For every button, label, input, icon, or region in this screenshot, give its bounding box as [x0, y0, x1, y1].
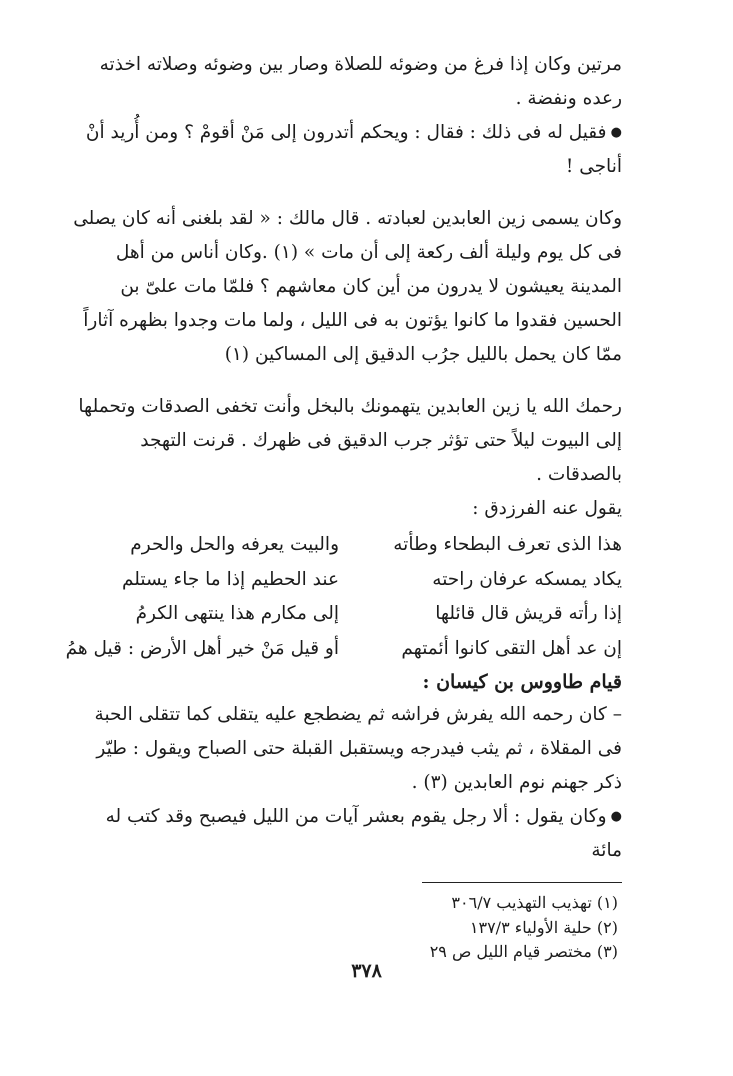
footnote-item: (٣) مختصر قيام الليل ص ٢٩ [429, 942, 618, 961]
poem-al-farazdaq [65, 528, 622, 666]
poem-verse [65, 632, 622, 667]
poem-verse [77, 597, 622, 632]
verse-second-hemistich: والبيت يعرفه والحل والحرم [130, 534, 339, 555]
book-page [65, 48, 622, 965]
verse-second-hemistich: عند الحطيم إذا ما جاء يستلم [121, 568, 339, 590]
paragraph-question: ● فقيل له فى ذلك : فقال : ويحكم أتدرون إلى مَنْ أقومْ ؟ ومن أُريد أنْ أناجى ! [72, 116, 622, 184]
section-heading: قيام طاووس بن كيسان : [422, 671, 622, 693]
poem-verse [77, 563, 622, 598]
verse-second-hemistich: إلى مكارم هذا ينتهى الكرمُ [135, 603, 339, 624]
verse-first-hemistich: يكاد يمسكه عرفان راحته [432, 568, 622, 590]
footnote-item: (٢) حلية الأولياء ١٣٧/٣ [469, 917, 618, 937]
verse-second-hemistich: أو قيل مَنْ خير أهل الأرض : قيل همُ [65, 637, 339, 659]
footnotes [72, 891, 622, 965]
footnote-divider [422, 882, 622, 883]
paragraph-tawus: – كان رحمه الله يفرش فراشه ثم يضطجع عليه يتقلى كما تتقلى الحبة فى المقلاة ، ثم يثب فيدرجه ويستقبل القبلة حتى الصباح ويقول : طيّر ذكر جهنم نوم العابدين (٣) . [94, 704, 622, 793]
paragraph-night-prayer: ● وكان يقول : ألا رجل يقوم بعشر آيات من الليل فيصبح وقد كتب له مائة [72, 800, 622, 868]
poem-verse [77, 528, 622, 563]
footnote-item: (١) تهذيب التهذيب ٣٠٦/٧ [451, 893, 618, 912]
verse-first-hemistich: إذا رأته قريش قال قائلها [435, 603, 622, 624]
page-number: ٣٧٨ [351, 960, 382, 982]
paragraph-charity: رحمك الله يا زين العابدين يتهمونك بالبخل وأنت تخفى الصدقات وتحملها إلى البيوت ليلاً حتى تؤثر جرب الدقيق فى ظهرك . قرنت التهجد بالصدقات . [78, 396, 622, 485]
verse-first-hemistich: هذا الذى تعرف البطحاء وطأته [393, 534, 622, 555]
verse-first-hemistich: إن عد أهل التقى كانوا أئمتهم [401, 637, 622, 659]
poem-intro: يقول عنه الفرزدق : [472, 498, 622, 519]
paragraph-continuation: مرتين وكان إذا فرغ من وضوئه للصلاة وصار بين وضوئه وصلاته اخذته رعده ونفضة . [99, 54, 622, 109]
paragraph-zain-alabidin: وكان يسمى زين العابدين لعبادته . قال مالك : « لقد بلغنى أنه كان يصلى فى كل يوم وليلة ألف ركعة إلى أن مات » (١) .وكان أناس من أهل المدينة يعيشون لا يدرون من أين كان معاشهم ؟ فلمّا مات علىّ بن الحسين فقدوا ما كانوا يؤتون به فى الليل ، ولما مات وجدوا بظهره آثاراً ممّا كان يحمل بالليل جرُب الدقيق إلى المساكين (١) [73, 208, 622, 365]
